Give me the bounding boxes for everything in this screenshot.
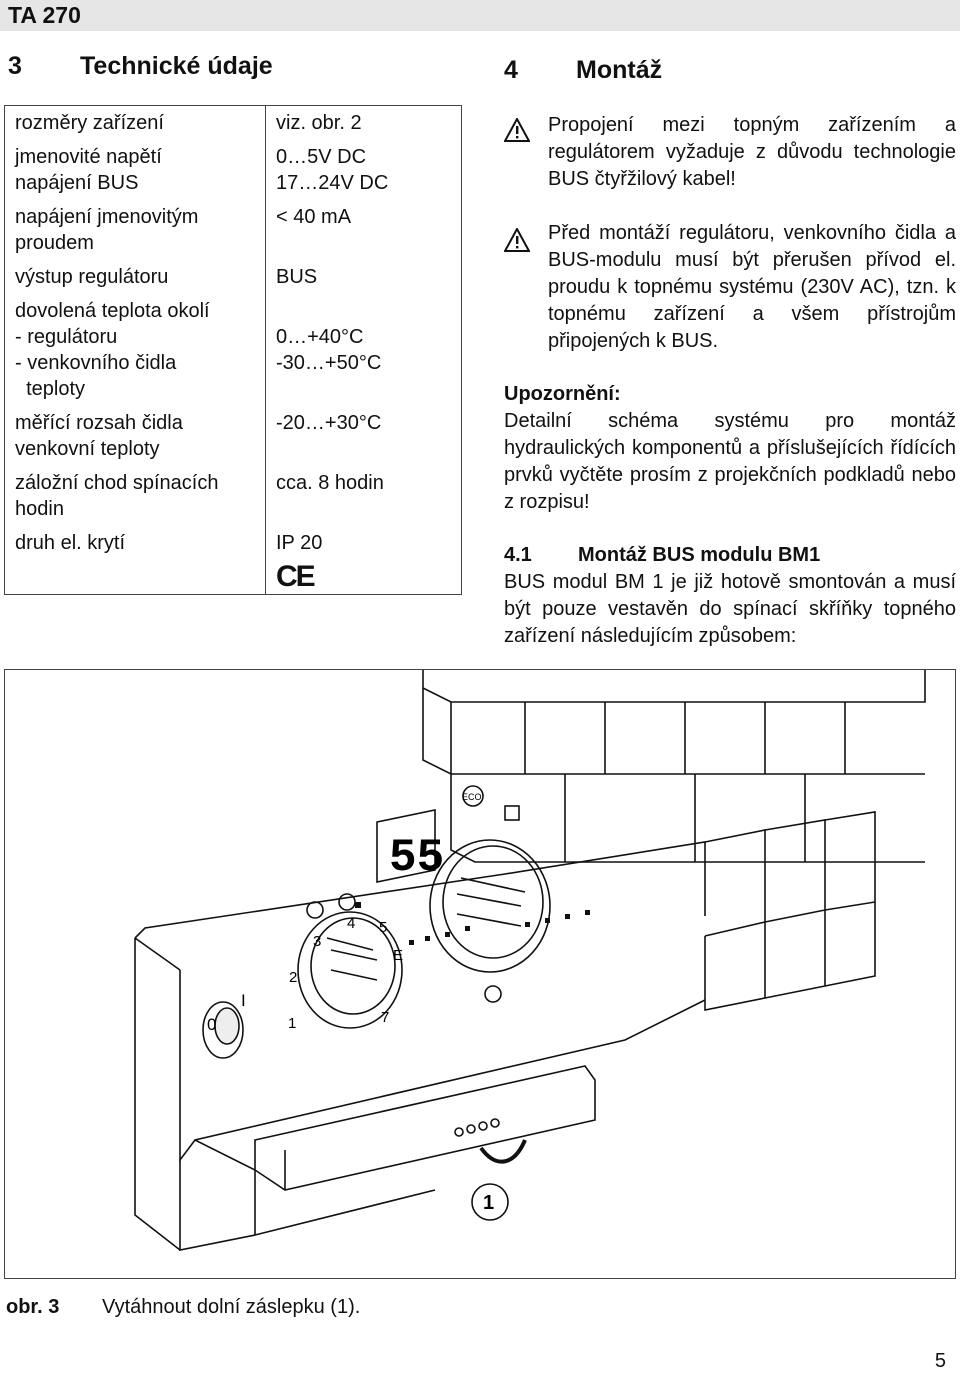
spec-label-line: měřící rozsah čidla [15,412,183,434]
spec-value [266,200,462,260]
spec-value-line: BUS [276,266,318,288]
spec-label [5,106,266,141]
spec-row [5,140,462,200]
spec-row [5,294,462,406]
spec-label [5,466,266,526]
technical-data-table [4,105,462,595]
spec-label-line: výstup regulátoru [15,266,169,288]
spec-label-line: proudem [15,232,94,254]
dial-number: 4 [347,915,356,932]
switch-label-on: I [241,991,246,1010]
spec-label-line: napájení jmenovitým [15,206,199,228]
dial-number: 1 [288,1015,297,1032]
spec-value-line [276,298,451,324]
dial-number: 7 [381,1009,390,1026]
spec-label [5,200,266,260]
callout-number: 1 [483,1192,495,1214]
spec-row [5,406,462,466]
spec-label-line [15,564,255,590]
section-number: 3 [8,52,22,80]
eco-label: ECO [462,792,482,802]
spec-value-line: 0…+40°C [276,326,364,348]
segment-display-text: 55 [389,832,445,884]
warning-icon [504,228,530,252]
note-title: Upozornění: [504,383,621,405]
spec-value-line: -20…+30°C [276,412,382,434]
figure-caption-text: Vytáhnout dolní záslepku (1). [102,1296,361,1318]
spec-value [266,466,462,526]
spec-value-line: -30…+50°C [276,352,382,374]
spec-value [266,526,462,560]
spec-label-line: teploty [15,378,86,400]
spec-value-line: < 40 mA [276,206,352,228]
spec-label-line: jmenovité napětí [15,146,162,168]
subsection-number: 4.1 [504,544,532,566]
controller-drawing [5,670,955,1278]
spec-value-line: viz. obr. 2 [276,112,362,134]
spec-label [5,260,266,294]
subsection-text: BUS modul BM 1 je již hotově smontován a musí být pouze vestavěn do spínací skříňky topného zařízení následujícím způsobem: [504,571,956,647]
page-number: 5 [934,1350,946,1372]
section-title: Montáž [576,56,663,84]
spec-label [5,526,266,560]
spec-row [5,260,462,294]
spec-label [5,406,266,466]
spec-label-line: dovolená teplota okolí [15,300,210,322]
spec-label [5,560,266,595]
section-number: 4 [504,56,518,84]
spec-value [266,140,462,200]
spec-label-line: napájení BUS [15,172,139,194]
spec-value [266,560,462,595]
figure-controller-illustration [4,669,956,1279]
spec-row [5,106,462,141]
spec-label [5,140,266,200]
spec-label [5,294,266,406]
warning-text-2: Před montáží regulátoru, venkovního čidla a BUS-modulu musí být přerušen přívod el. proudu k topnému systému (230V AC), tzn. k topnému zařízení a všem přístrojům připojených k BUS. [548,222,956,352]
subsection-title: Montáž BUS modulu BM1 [578,544,821,566]
warning-text-1: Propojení mezi topným zařízením a regulátorem vyžaduje z důvodu technologie BUS čtyřžilový kabel! [548,114,956,190]
spec-row [5,526,462,560]
ce-mark: CE [276,560,314,593]
document-code: TA 270 [8,2,81,28]
spec-label-line: záložní chod spínacích [15,472,219,494]
spec-value [266,294,462,406]
spec-row [5,200,462,260]
dial-letter: E [393,947,404,964]
warning-icon [504,118,530,142]
spec-label-line: rozměry zařízení [15,112,164,134]
switch-label-off: 0 [207,1015,217,1034]
spec-label-line: hodin [15,498,64,520]
spec-value [266,106,462,141]
section-4-heading [504,56,662,85]
spec-label-line: - venkovního čidla [15,352,177,374]
spec-row [5,466,462,526]
dial-number: 5 [379,919,388,936]
spec-value-line: cca. 8 hodin [276,472,384,494]
subsection-heading [504,542,956,569]
spec-value [266,406,462,466]
spec-value [266,260,462,294]
spec-label-line: - regulátoru [15,326,118,348]
figure-caption-label: obr. 3 [6,1296,60,1318]
spec-label-line: druh el. krytí [15,532,126,554]
spec-label-line: venkovní teploty [15,438,160,460]
note-text: Detailní schéma systému pro montáž hydraulických komponentů a příslušejících řídících prvků vyčtěte prosím z projekčních podkladů nebo z rozpisu! [504,410,956,513]
section-3-heading [8,52,273,81]
spec-value-line: 0…5V DC [276,146,367,168]
dial-number: 2 [289,969,298,986]
spec-row [5,560,462,595]
spec-value-line: 17…24V DC [276,172,389,194]
section-title: Technické údaje [80,52,273,80]
dial-number: 3 [313,933,322,950]
spec-value-line: IP 20 [276,532,323,554]
header-bar [0,0,960,31]
